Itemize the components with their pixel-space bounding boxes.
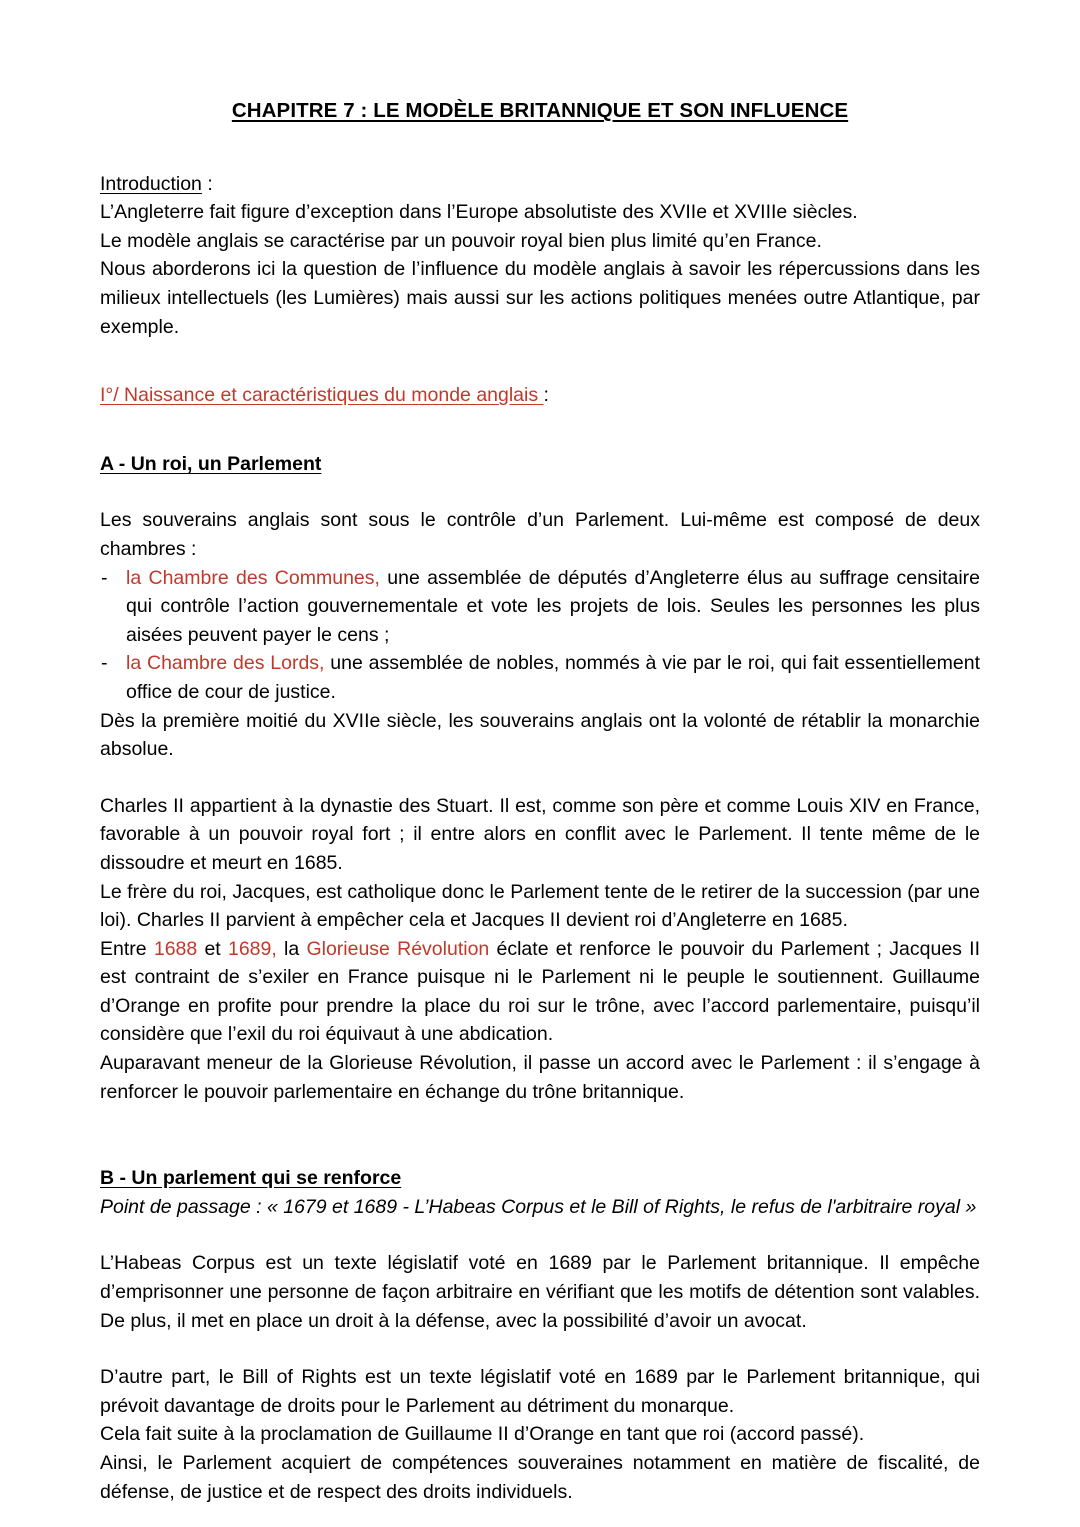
subsection-a-heading-text: A - Un roi, un Parlement <box>100 452 322 475</box>
introduction-paragraph: Nous aborderons ici la question de l’influence du modèle anglais à savoir les répercussions dans les milieux intellectuels (les Lumières) mais aussi sur les actions politiques menées outre Atlantique, par exemple. <box>100 258 980 338</box>
paragraph-accord-parlement: Auparavant meneur de la Glorieuse Révolution, il passe un accord avec le Parlement : il s’engage à renforcer le pouvoir parlementaire en échange du trône britannique. <box>100 1052 980 1103</box>
introduction-label <box>100 170 980 199</box>
revolution-year-1688: 1688 <box>153 937 198 960</box>
paragraph-glorieuse-revolution <box>100 935 980 1049</box>
paragraph-jacques-ii: Le frère du roi, Jacques, est catholique donc le Parlement tente de le retirer de la succession (par une loi). Charles II parvient à empêcher cela et Jacques II devient roi d’Angleterre en 1685. <box>100 880 980 932</box>
subsection-a-after-bullets-paragraph: Dès la première moitié du XVIIe siècle, les souverains anglais ont la volonté de rétablir la monarchie absolue. <box>100 709 980 761</box>
chambers-list <box>100 564 980 707</box>
subsection-a-heading <box>100 450 980 479</box>
subsection-b-heading <box>100 1164 980 1193</box>
bullet-dash-icon: - <box>101 566 108 589</box>
list-item-highlight: la Chambre des Lords, <box>126 652 325 675</box>
subsection-a-lead-paragraph: Les souverains anglais sont sous le contrôle d’un Parlement. Lui-même est composé de deux chambres : <box>100 509 980 560</box>
list-item <box>100 564 980 650</box>
document-content <box>100 98 980 1506</box>
list-item-text: une assemblée de députés d’Angleterre élus au suffrage censitaire qui contrôle l’action gouvernementale et vote les projets de lois. Seules les personnes les plus aisées peuvent payer le cens ; <box>126 566 981 646</box>
paragraph-habeas-corpus: L’Habeas Corpus est un texte législatif voté en 1689 par le Parlement britannique. Il empêche d’emprisonner une personne de façon arbitraire en vérifiant que les motifs de détention sont valables. De plus, il met en place un droit à la défense, avec la possibilité d’avoir un avocat. <box>100 1252 980 1332</box>
introduction-label-colon: : <box>201 172 213 195</box>
spacer <box>100 764 980 792</box>
page-title <box>100 98 980 124</box>
revolution-year-1689: 1689, <box>227 937 277 960</box>
page-title-text: CHAPITRE 7 : LE MODÈLE BRITANNIQUE ET SON INFLUENCE <box>231 99 849 122</box>
revolution-mid-2: la <box>276 937 307 960</box>
section-1-heading-colon: : <box>543 384 549 407</box>
spacer <box>100 341 980 381</box>
section-1-heading-text: I°/ Naissance et caractéristiques du monde anglais <box>100 384 544 407</box>
revolution-mid-1: et <box>197 937 228 960</box>
list-item <box>100 649 980 706</box>
revolution-rest: éclate et renforce le pouvoir du Parlement ; Jacques II est contraint de s’exiler en France puisque ni le Parlement ni le peuple le soutiennent. Guillaume d’Orange en profite pour prendre la place du roi sur le trône, avec l’accord parlementaire, puisqu’il considère que l’exil du roi équivaut à une abdication. <box>100 937 980 1046</box>
paragraph-charles-ii: Charles II appartient à la dynastie des Stuart. Il est, comme son père et comme Louis XIV en France, favorable à un pouvoir royal fort ; il entre alors en conflit avec le Parlement. Il tente même de le dissoudre et meurt en 1685. <box>100 794 980 874</box>
paragraph-competences: Ainsi, le Parlement acquiert de compétences souveraines notamment en matière de fiscalité, de défense, de justice et de respect des droits individuels. <box>100 1452 980 1503</box>
spacer <box>100 1221 980 1249</box>
paragraph-bill-of-rights: D’autre part, le Bill of Rights est un texte législatif voté en 1689 par le Parlement britannique, qui prévoit davantage de droits pour le Parlement au détriment du monarque. <box>100 1366 980 1417</box>
subsection-b-heading-text: B - Un parlement qui se renforce <box>100 1167 402 1190</box>
bullet-dash-icon: - <box>101 652 108 675</box>
list-item-highlight: la Chambre des Communes, <box>126 566 380 589</box>
introduction-line-2: Le modèle anglais se caractérise par un pouvoir royal bien plus limité qu’en France. <box>100 229 822 252</box>
revolution-prefix: Entre <box>100 937 154 960</box>
spacer <box>100 478 980 506</box>
revolution-event-name: Glorieuse Révolution <box>306 937 490 960</box>
spacer <box>100 1335 980 1363</box>
introduction-label-text: Introduction <box>100 172 202 195</box>
section-1-heading <box>100 381 980 410</box>
introduction-line-1: L’Angleterre fait figure d’exception dans l’Europe absolutiste des XVIIe et XVIIIe siècles. <box>100 201 858 224</box>
paragraph-proclamation: Cela fait suite à la proclamation de Guillaume II d’Orange en tant que roi (accord passé). <box>100 1423 865 1446</box>
spacer <box>100 410 980 450</box>
list-item-text: une assemblée de nobles, nommés à vie par le roi, qui fait essentiellement office de cour de justice. <box>126 652 980 703</box>
point-de-passage: Point de passage : « 1679 et 1689 - L’Habeas Corpus et le Bill of Rights, le refus de l'arbitraire royal » <box>100 1195 977 1218</box>
spacer <box>100 1106 980 1164</box>
